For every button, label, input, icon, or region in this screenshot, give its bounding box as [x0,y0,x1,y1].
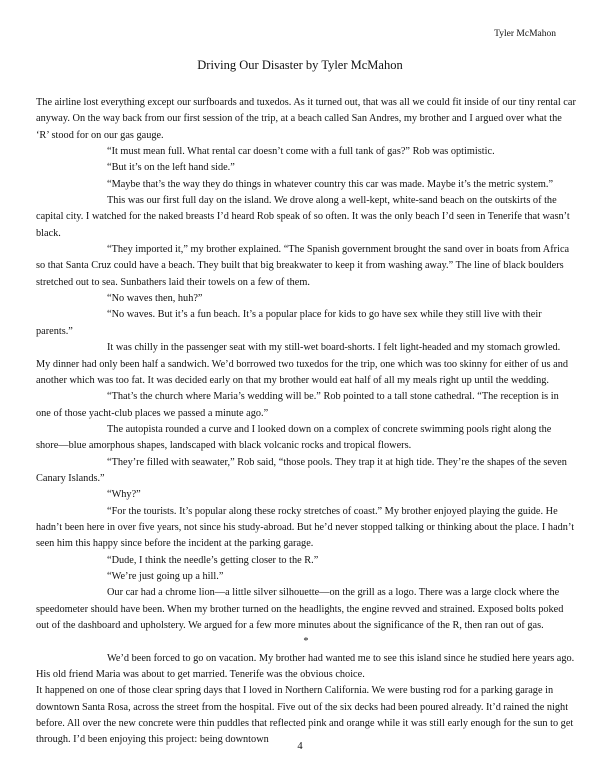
paragraph: This was our first full day on the island. We drove along a well-kept, white-sand beach on the outskirts of the capital city. I watched for the naked breasts I’d heard Rob speak of so often. It was the only beach I’d seen in Tenerife that wasn’t black. [36,195,570,239]
paragraph: “They’re filled with seawater,” Rob said, “those pools. They trap it at high tide. They’re the shapes of the seven Canary Islands.” [36,456,567,484]
paragraph: “For the tourists. It’s popular along these rocky stretches of coast.” My brother enjoyed playing the guide. He hadn’t been here in over five years, not since his study-abroad. But he’d never stopped talking or thinking about the place. I hadn’t seen him this happy since before the incident at the parking garage. [36,505,575,550]
paragraph: “It must mean full. What rental car doesn’t come with a full tank of gas?” Rob was optimistic. [107,146,495,158]
section-separator: * [303,636,309,648]
paragraph: It happened on one of those clear spring days that I loved in Northern California. We were busting rod for a parking garage in downtown Santa Rosa, across the street from the hospital. Five out of the six decks had been poured already. It’d rained the night before. All over the new concrete were thin puddles that reflected pink and orange while it was still early enough for the sun to get through. I’d been enjoying this project: being downtown [36,685,574,746]
paragraph: “That’s the church where Maria’s wedding will be.” Rob pointed to a tall stone cathedral. “The reception is in one of those yacht-club places we passed a minute ago.” [36,391,559,419]
paragraph: It was chilly in the passenger seat with my still-wet board-shorts. I felt light-headed and my stomach growled. My dinner had only been half a sandwich. We’d borrowed two tuxedos for the trip, one which was too skinny for either of us and another which was too fat. It was decided early on that my brother would eat half of all my meals right up until the wedding. [36,342,569,386]
paragraph: We’d been forced to go on vacation. My brother had wanted me to see this island since he studied here years ago. His old friend Maria was about to get married. Tenerife was the obvious choice. [36,652,575,681]
paragraph: “No waves then, huh?” [107,293,203,305]
page-number: 4 [297,741,303,752]
paragraph: “But it’s on the left hand side.” [107,162,235,174]
paragraph: “Why?” [107,489,141,501]
paragraph: “No waves. But it’s a fun beach. It’s a popular place for kids to go have sex while they still live with their parents.” [36,309,542,337]
paragraph: The autopista rounded a curve and I looked down on a complex of concrete swimming pools right along the shore—blue amorphous shapes, landscaped with black volcanic rocks and tropical flowers. [36,423,552,452]
paragraph: “They imported it,” my brother explained. “The Spanish government brought the sand over in boats from Africa so that Santa Cruz could have a beach. They built that big breakwater to keep it from washing away.” The line of black boulders stretched out to sea. Sunbathers laid their towels on a few of them. [36,244,570,288]
paragraph: “We’re just going up a hill.” [107,570,224,582]
paragraph: “Dude, I think the needle’s getting closer to the R.” [107,554,319,566]
running-header-author: Tyler McMahon [494,29,556,39]
page-title: Driving Our Disaster by Tyler McMahon [197,58,403,72]
paragraph: The airline lost everything except our surfboards and tuxedos. As it turned out, that was all we could fit inside of our tiny rental car anyway. On the way back from our first session of the trip, at a beach called San Andres, my brother and I argued over what the ‘R’ stood for on our gas gauge. [36,97,576,141]
paragraph: “Maybe that’s the way they do things in whatever country this car was made. Maybe it’s the metric system.” [107,178,554,190]
paragraph: Our car had a chrome lion—a little silver silhouette—on the grill as a logo. There was a large clock where the speedometer should have been. When my brother turned on the headlights, the engine revved and strained. Exposed bolts poked out of the dashboard and upholstery. We argued for a few more minutes about the significance of the R, then ran out of gas. [36,587,564,631]
story-body [36,95,576,749]
